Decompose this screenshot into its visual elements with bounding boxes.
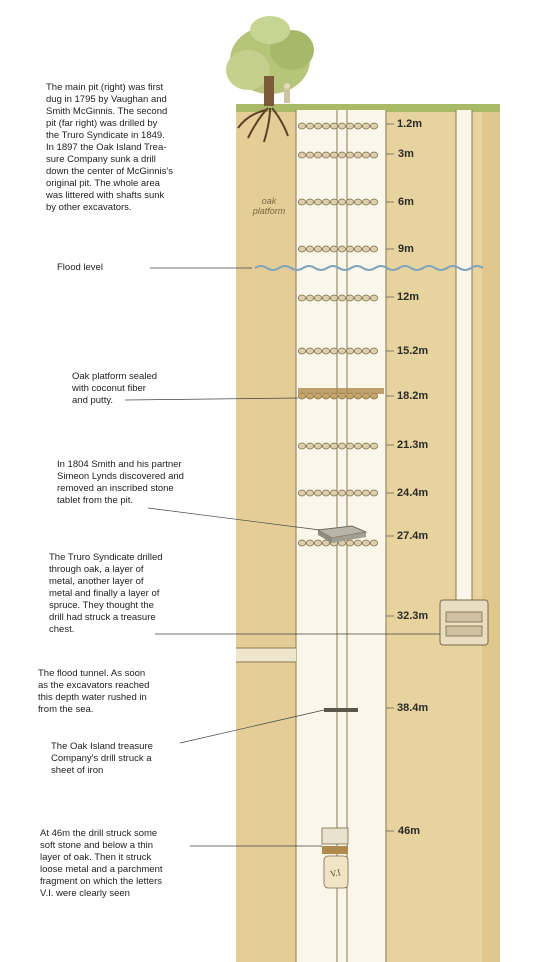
treasure-chest-cluster: [440, 600, 488, 645]
depth-label-9m: 9m: [398, 243, 414, 255]
note-oak-platform-sealed: Oak platform sealed with coconut fiber and putty.: [72, 371, 158, 406]
depth-label-46m: 46m: [398, 825, 421, 837]
note-flood-tunnel: The flood tunnel. As soon as the excavators reached this depth water rushed in from the sea.: [38, 668, 150, 715]
note-stone-tablet: In 1804 Smith and his partner Simeon Lynds discovered and removed an inscribed stone tablet from the pit.: [57, 459, 184, 506]
depth-label-38-4m: 38.4m: [397, 702, 429, 714]
depth-label-1-2m: 1.2m: [397, 118, 423, 130]
iron-sheet: [324, 708, 358, 712]
flood-tunnel: [236, 648, 296, 662]
note-iron-sheet: The Oak Island treasure Company's drill struck a sheet of iron: [51, 741, 153, 776]
depth-label-27-4m: 27.4m: [397, 530, 429, 542]
truro-shaft: [456, 110, 472, 600]
soil-texture-right: [482, 108, 500, 962]
parchment-letters: V.I: [329, 868, 342, 879]
depth-label-15-2m: 15.2m: [397, 345, 429, 357]
depth-label-12m: 12m: [397, 291, 420, 303]
depth-label-21-3m: 21.3m: [397, 439, 429, 451]
depth-label-3m: 3m: [398, 148, 414, 160]
sealed-oak-platform: [298, 388, 384, 394]
parchment-fragment: [322, 828, 348, 888]
note-history: The main pit (right) was first dug in 1795 by Vaughan and Smith McGinnis. The second pit (far right) was drilled by the Truro Syndicate in 1849. In 1897 the Oak Island Trea- sure Company sunk a drill down the center of McGinnis's original pit. The whole area was littered with shafts sunk by other excavators.: [46, 82, 173, 213]
oak-platform-label-line1: oak: [261, 196, 277, 206]
oak-platform-label: [246, 196, 292, 216]
note-truro-drill: The Truro Syndicate drilled through oak, a layer of metal, another layer of metal and finally a layer of spruce. They thought the drill had struck a treasure chest.: [49, 552, 163, 635]
depth-label-24-4m: 24.4m: [397, 487, 429, 499]
soil-texture-left: [236, 108, 296, 962]
depth-label-18-2m: 18.2m: [397, 390, 429, 402]
oak-platform-label-line2: platform: [252, 206, 286, 216]
depth-label-6m: 6m: [398, 196, 414, 208]
note-flood-level: Flood level: [57, 262, 103, 273]
note-parchment: At 46m the drill struck some soft stone and below a thin layer of oak. Then it struck loose metal and a parchment fragment on which the letters V.I. were clearly seen: [40, 828, 163, 899]
depth-label-32-3m: 32.3m: [397, 610, 429, 622]
